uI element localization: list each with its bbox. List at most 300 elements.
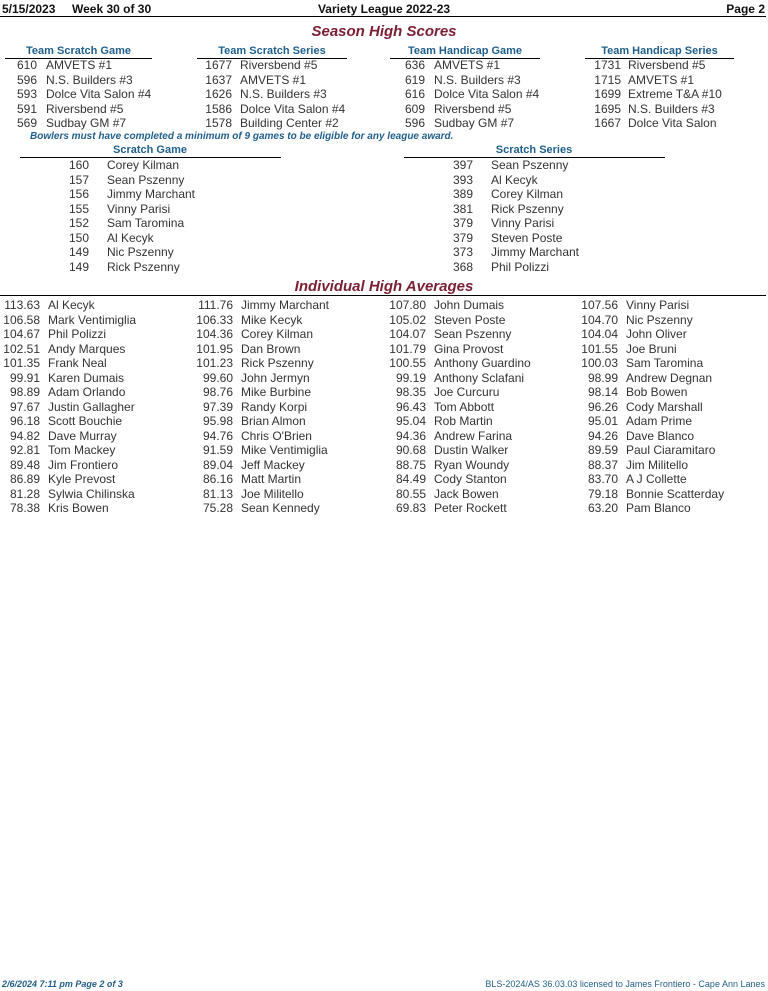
bowler-name: Sylwia Chilinska xyxy=(48,486,135,501)
bowler-name: Gina Provost xyxy=(434,341,504,356)
score: 379 xyxy=(452,216,473,230)
average-value: 97.67 xyxy=(9,399,40,414)
team-name: AMVETS #1 xyxy=(628,72,695,87)
license-note: BLS-2024/AS 36.03.03 licensed to James Frontiero - Cape Ann Lanes xyxy=(485,979,765,989)
averages-column xyxy=(386,298,576,516)
bowler-name: Adam Prime xyxy=(626,414,693,428)
table-row xyxy=(578,487,768,502)
score: 150 xyxy=(68,230,89,245)
bowler-name: Vinny Parisi xyxy=(107,201,171,216)
week-label: Week 30 of 30 xyxy=(72,2,152,16)
table-row xyxy=(193,356,383,371)
table-row xyxy=(424,173,664,188)
score: 610 xyxy=(16,58,37,72)
table-row xyxy=(388,116,578,131)
team-name: N.S. Builders #3 xyxy=(240,87,327,101)
average-value: 75.28 xyxy=(202,501,233,515)
bowler-name: Peter Rockett xyxy=(434,501,507,515)
team-rows xyxy=(584,58,768,131)
team-name: Extreme T&A #10 xyxy=(628,87,722,101)
table-title: Team Handicap Game xyxy=(390,45,540,59)
bowler-name: Mike Kecyk xyxy=(241,312,303,327)
table-title: Team Scratch Game xyxy=(5,45,152,59)
average-value: 104.07 xyxy=(389,327,426,341)
bowler-name: A J Collette xyxy=(626,472,687,486)
average-value: 84.49 xyxy=(395,472,426,486)
average-value: 88.75 xyxy=(395,457,426,472)
table-row xyxy=(388,73,578,88)
table-row xyxy=(193,458,383,473)
table-row xyxy=(386,327,576,342)
table-row xyxy=(0,487,190,502)
average-value: 99.60 xyxy=(202,370,233,385)
table-row xyxy=(40,260,280,275)
bowler-name: John Jermyn xyxy=(241,370,310,385)
table-title: Team Scratch Series xyxy=(197,45,347,59)
score: 1667 xyxy=(594,116,621,130)
header-rule xyxy=(0,16,766,17)
bowler-name: Jack Bowen xyxy=(434,486,499,501)
score: 149 xyxy=(68,245,89,259)
team-rows xyxy=(388,58,578,131)
table-row xyxy=(386,313,576,328)
bowler-name: Sean Pszenny xyxy=(107,172,185,187)
table-row xyxy=(388,87,578,102)
team-name: Riversbend #5 xyxy=(434,101,512,116)
table-row xyxy=(0,443,190,458)
bowler-name: Kyle Prevost xyxy=(48,472,116,486)
score: 389 xyxy=(452,187,473,201)
team-name: Riversbend #5 xyxy=(628,58,706,72)
table-row xyxy=(193,429,383,444)
bowler-name: Joe Bruni xyxy=(626,341,677,356)
table-row xyxy=(386,501,576,516)
bowler-name: Rob Martin xyxy=(434,414,493,428)
table-row xyxy=(578,414,768,429)
score: 616 xyxy=(404,87,425,101)
table-row xyxy=(0,385,190,400)
table-row xyxy=(386,472,576,487)
table-row xyxy=(195,58,385,73)
average-value: 100.55 xyxy=(389,356,426,370)
average-value: 104.36 xyxy=(196,327,233,341)
average-value: 105.02 xyxy=(389,312,426,327)
table-row xyxy=(0,458,190,473)
bowler-name: Sean Pszenny xyxy=(491,158,569,172)
table-row xyxy=(40,173,280,188)
average-value: 86.16 xyxy=(202,472,233,486)
score: 1715 xyxy=(594,72,621,87)
average-value: 106.33 xyxy=(196,312,233,327)
average-value: 95.98 xyxy=(202,414,233,428)
table-row xyxy=(193,400,383,415)
score: 569 xyxy=(16,116,37,130)
bowler-name: Cody Stanton xyxy=(434,472,507,486)
bowler-name: Paul Ciaramitaro xyxy=(626,443,716,457)
table-row xyxy=(578,472,768,487)
average-value: 89.59 xyxy=(587,443,618,457)
average-value: 79.18 xyxy=(587,486,618,501)
bowler-name: Corey Kilman xyxy=(107,158,180,172)
average-value: 96.43 xyxy=(395,399,426,414)
average-value: 101.23 xyxy=(196,356,233,370)
bowler-name: Phil Polizzi xyxy=(491,259,550,274)
average-value: 111.76 xyxy=(198,298,233,312)
table-row xyxy=(386,487,576,502)
league-name: Variety League 2022-23 xyxy=(317,2,451,16)
bowler-name: Jimmy Marchant xyxy=(491,245,580,259)
bowler-name: Brian Almon xyxy=(241,414,306,428)
average-value: 104.70 xyxy=(581,312,618,327)
table-row xyxy=(0,58,190,73)
team-name: Dolce Vita Salon #4 xyxy=(434,87,540,101)
bowler-name: Cody Marshall xyxy=(626,399,703,414)
average-value: 113.63 xyxy=(4,298,40,312)
bowler-name: Anthony Guardino xyxy=(434,356,531,370)
bowler-name: Andrew Farina xyxy=(434,428,513,443)
table-row xyxy=(0,327,190,342)
average-value: 101.55 xyxy=(581,341,618,356)
bowler-name: Adam Orlando xyxy=(48,385,126,399)
average-value: 101.35 xyxy=(3,356,40,370)
table-row xyxy=(388,58,578,73)
table-row xyxy=(193,487,383,502)
table-row xyxy=(386,298,576,313)
table-row xyxy=(386,356,576,371)
score: 393 xyxy=(452,172,473,187)
report-date: 5/15/2023 xyxy=(2,2,56,16)
bowler-name: Joe Militello xyxy=(241,486,304,501)
average-value: 98.89 xyxy=(9,385,40,399)
score: 636 xyxy=(404,58,425,72)
score: 157 xyxy=(68,172,89,187)
score: 609 xyxy=(404,101,425,116)
average-value: 101.95 xyxy=(196,341,233,356)
team-name: N.S. Builders #3 xyxy=(434,72,521,87)
average-value: 88.37 xyxy=(587,457,618,472)
score: 379 xyxy=(452,230,473,245)
averages-column xyxy=(193,298,383,516)
averages-column xyxy=(578,298,768,516)
table-row xyxy=(386,342,576,357)
table-row xyxy=(578,429,768,444)
score: 156 xyxy=(68,187,89,201)
score: 155 xyxy=(68,201,89,216)
average-value: 90.68 xyxy=(395,443,426,457)
table-row xyxy=(578,443,768,458)
team-rows xyxy=(0,58,190,131)
season-high-scores-title: Season High Scores xyxy=(311,23,457,40)
table-row xyxy=(584,116,768,131)
bowler-name: Ryan Woundy xyxy=(434,457,510,472)
table-row xyxy=(424,245,664,260)
team-name: AMVETS #1 xyxy=(240,72,307,87)
score: 160 xyxy=(68,158,89,172)
table-row xyxy=(578,371,768,386)
bowler-name: Jeff Mackey xyxy=(241,457,305,472)
print-timestamp: 2/6/2024 7:11 pm Page 2 of 3 xyxy=(2,979,123,989)
high-averages-title: Individual High Averages xyxy=(294,278,474,295)
table-row xyxy=(0,73,190,88)
bowler-name: Matt Martin xyxy=(241,472,302,486)
score: 1699 xyxy=(594,87,621,101)
table-row xyxy=(386,429,576,444)
score: 1578 xyxy=(205,116,232,130)
team-name: Riversbend #5 xyxy=(46,101,124,116)
scratch-game-rows xyxy=(40,158,280,274)
score: 152 xyxy=(68,216,89,230)
team-name: Riversbend #5 xyxy=(240,58,318,72)
table-row xyxy=(386,458,576,473)
average-value: 98.14 xyxy=(587,385,618,399)
bowler-name: Jim Frontiero xyxy=(48,457,119,472)
bowler-name: Kris Bowen xyxy=(48,501,109,515)
average-value: 78.38 xyxy=(9,501,40,515)
bowler-name: Jim Militello xyxy=(626,457,689,472)
table-row xyxy=(386,385,576,400)
bowler-name: Karen Dumais xyxy=(48,370,125,385)
table-row xyxy=(386,371,576,386)
bowler-name: Mark Ventimiglia xyxy=(48,312,137,327)
average-value: 81.13 xyxy=(202,486,233,501)
bowler-name: Al Kecyk xyxy=(48,298,95,312)
table-row xyxy=(424,260,664,275)
table-row xyxy=(0,313,190,328)
bowler-name: Sam Taromina xyxy=(626,356,704,370)
bowler-name: Corey Kilman xyxy=(241,327,314,341)
table-row xyxy=(40,187,280,202)
table-title: Scratch Game xyxy=(113,144,187,156)
table-row xyxy=(193,371,383,386)
bowler-name: Nic Pszenny xyxy=(107,245,174,259)
average-value: 101.79 xyxy=(389,341,426,356)
table-row xyxy=(388,102,578,117)
table-row xyxy=(40,245,280,260)
scratch-series-rows xyxy=(424,158,664,274)
team-name: N.S. Builders #3 xyxy=(628,101,715,116)
bowler-name: Vinny Parisi xyxy=(626,298,690,312)
average-value: 92.81 xyxy=(9,443,40,457)
table-row xyxy=(578,501,768,516)
bowler-name: Scott Bouchie xyxy=(48,414,123,428)
score: 373 xyxy=(452,245,473,259)
team-name: Dolce Vita Salon xyxy=(628,116,717,130)
bowler-name: Dave Blanco xyxy=(626,428,695,443)
bowler-name: Sam Taromina xyxy=(107,216,185,230)
bowler-name: Dave Murray xyxy=(48,428,117,443)
table-row xyxy=(193,501,383,516)
bowler-name: Chris O'Brien xyxy=(241,428,312,443)
page-number: Page 2 xyxy=(726,2,765,16)
bowler-name: Rick Pszenny xyxy=(491,201,564,216)
score: 596 xyxy=(16,72,37,87)
average-value: 102.51 xyxy=(3,341,40,356)
table-row xyxy=(424,187,664,202)
table-row xyxy=(0,371,190,386)
average-value: 98.76 xyxy=(202,385,233,399)
table-row xyxy=(195,102,385,117)
team-name: Building Center #2 xyxy=(240,116,339,130)
score: 397 xyxy=(452,158,473,172)
score: 593 xyxy=(16,87,37,101)
average-value: 104.04 xyxy=(581,327,618,341)
table-row xyxy=(424,216,664,231)
team-name: Dolce Vita Salon #4 xyxy=(240,101,346,116)
bowler-name: Jimmy Marchant xyxy=(107,187,196,201)
average-value: 63.20 xyxy=(587,501,618,515)
score: 149 xyxy=(68,259,89,274)
average-value: 106.58 xyxy=(3,312,40,327)
bowler-name: Mike Ventimiglia xyxy=(241,443,328,457)
bowler-name: Randy Korpi xyxy=(241,399,308,414)
score: 1626 xyxy=(205,87,232,101)
eligibility-note: Bowlers must have completed a minimum of 9 games to be eligible for any league award. xyxy=(30,131,454,142)
table-row xyxy=(0,342,190,357)
score: 381 xyxy=(452,201,473,216)
table-row xyxy=(578,298,768,313)
bowler-name: Dan Brown xyxy=(241,341,301,356)
bowler-name: Steven Poste xyxy=(434,312,506,327)
bowler-name: Joe Curcuru xyxy=(434,385,500,399)
table-row xyxy=(578,400,768,415)
bowler-name: Corey Kilman xyxy=(491,187,564,201)
team-name: Dolce Vita Salon #4 xyxy=(46,87,152,101)
bowler-name: Phil Polizzi xyxy=(48,327,107,341)
bowler-name: Rick Pszenny xyxy=(241,356,314,370)
score: 1586 xyxy=(205,101,232,116)
average-value: 86.89 xyxy=(9,472,40,486)
table-row xyxy=(0,298,190,313)
table-row xyxy=(424,202,664,217)
table-title: Scratch Series xyxy=(495,144,573,156)
table-row xyxy=(40,202,280,217)
bowler-name: Dustin Walker xyxy=(434,443,509,457)
bowler-name: Tom Mackey xyxy=(48,443,116,457)
table-row xyxy=(424,231,664,246)
bowler-name: Andrew Degnan xyxy=(626,370,713,385)
table-row xyxy=(0,501,190,516)
table-row xyxy=(584,102,768,117)
score: 1731 xyxy=(594,58,621,72)
average-value: 80.55 xyxy=(395,486,426,501)
average-value: 98.35 xyxy=(395,385,426,399)
average-value: 89.48 xyxy=(9,457,40,472)
bowler-name: Jimmy Marchant xyxy=(241,298,330,312)
table-row xyxy=(386,414,576,429)
average-value: 94.76 xyxy=(202,428,233,443)
table-row xyxy=(0,429,190,444)
bowler-name: John Dumais xyxy=(434,298,505,312)
bowler-name: Sean Pszenny xyxy=(434,327,512,341)
team-rows xyxy=(195,58,385,131)
bowler-name: Bob Bowen xyxy=(626,385,688,399)
bowler-name: Frank Neal xyxy=(48,356,107,370)
average-value: 83.70 xyxy=(587,472,618,486)
table-row xyxy=(578,458,768,473)
average-value: 96.26 xyxy=(587,399,618,414)
table-row xyxy=(578,356,768,371)
score: 368 xyxy=(452,259,473,274)
bowler-name: Sean Kennedy xyxy=(241,501,320,515)
table-row xyxy=(386,400,576,415)
table-row xyxy=(40,231,280,246)
averages-column xyxy=(0,298,190,516)
table-row xyxy=(0,472,190,487)
average-value: 100.03 xyxy=(581,356,618,370)
team-name: Sudbay GM #7 xyxy=(46,116,127,130)
table-row xyxy=(584,73,768,88)
team-name: AMVETS #1 xyxy=(46,58,113,72)
average-value: 94.26 xyxy=(587,428,618,443)
table-row xyxy=(195,73,385,88)
team-name: Sudbay GM #7 xyxy=(434,116,515,130)
bowler-name: Anthony Sclafani xyxy=(434,370,525,385)
table-row xyxy=(424,158,664,173)
table-row xyxy=(193,313,383,328)
average-value: 69.83 xyxy=(395,501,426,515)
table-row xyxy=(0,356,190,371)
averages-rule xyxy=(0,295,766,296)
bowler-name: Bonnie Scatterday xyxy=(626,486,725,501)
table-row xyxy=(193,472,383,487)
average-value: 95.04 xyxy=(395,414,426,428)
average-value: 104.67 xyxy=(3,327,40,341)
average-value: 81.28 xyxy=(9,486,40,501)
table-row xyxy=(193,298,383,313)
average-value: 107.56 xyxy=(581,298,618,312)
team-name: N.S. Builders #3 xyxy=(46,72,133,87)
table-row xyxy=(40,158,280,173)
average-value: 97.39 xyxy=(202,399,233,414)
bowler-name: Andy Marques xyxy=(48,341,126,356)
bowler-name: Nic Pszenny xyxy=(626,312,693,327)
table-row xyxy=(195,87,385,102)
average-value: 99.91 xyxy=(9,370,40,385)
table-row xyxy=(0,400,190,415)
table-row xyxy=(0,414,190,429)
table-row xyxy=(193,327,383,342)
table-row xyxy=(584,58,768,73)
table-row xyxy=(584,87,768,102)
average-value: 95.01 xyxy=(587,414,618,428)
bowler-name: Pam Blanco xyxy=(626,501,691,515)
table-row xyxy=(40,216,280,231)
average-value: 99.19 xyxy=(395,370,426,385)
average-value: 91.59 xyxy=(202,443,233,457)
table-row xyxy=(0,102,190,117)
score: 619 xyxy=(404,72,425,87)
table-title: Team Handicap Series xyxy=(585,45,734,59)
table-row xyxy=(0,87,190,102)
score: 591 xyxy=(16,101,37,116)
table-row xyxy=(193,414,383,429)
average-value: 89.04 xyxy=(202,457,233,472)
bowler-name: Tom Abbott xyxy=(434,399,495,414)
table-row xyxy=(578,313,768,328)
table-row xyxy=(195,116,385,131)
bowler-name: Steven Poste xyxy=(491,230,563,245)
table-row xyxy=(578,327,768,342)
table-row xyxy=(578,385,768,400)
table-row xyxy=(193,385,383,400)
table-row xyxy=(386,443,576,458)
table-row xyxy=(193,342,383,357)
table-row xyxy=(193,443,383,458)
table-row xyxy=(0,116,190,131)
score: 1637 xyxy=(205,72,232,87)
bowler-name: Mike Burbine xyxy=(241,385,312,399)
table-row xyxy=(578,342,768,357)
